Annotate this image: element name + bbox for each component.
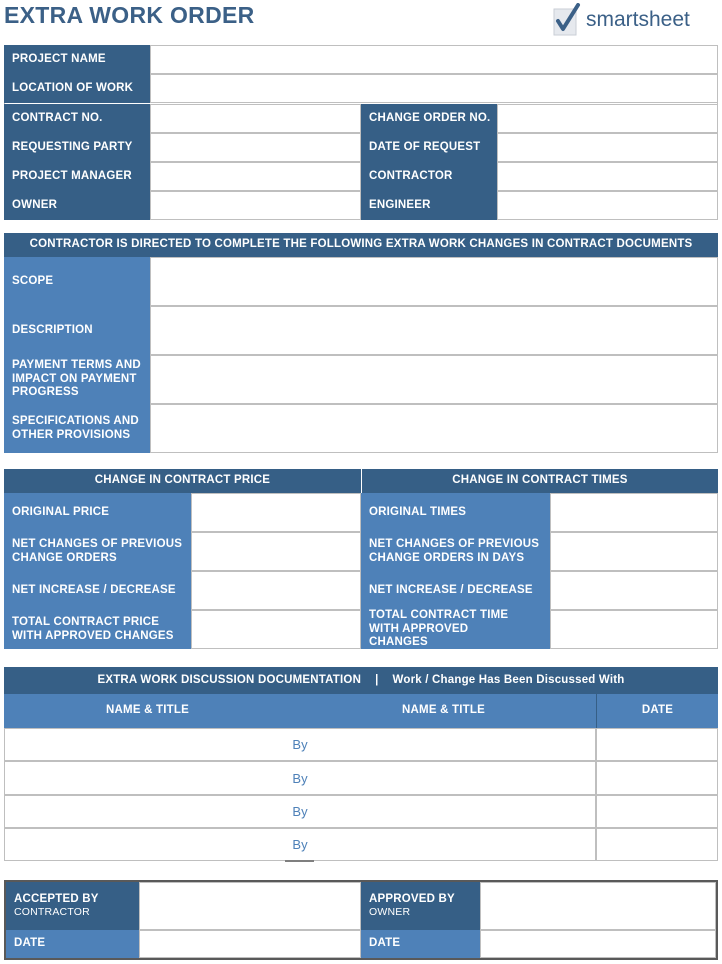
by-label: By — [292, 804, 308, 819]
specifications-field[interactable] — [150, 404, 718, 453]
net-increase-price-label: NET INCREASE / DECREASE — [4, 571, 191, 610]
engineer-label: ENGINEER — [361, 191, 497, 220]
net-increase-price-field[interactable] — [191, 571, 361, 610]
directive-heading: CONTRACTOR IS DIRECTED TO COMPLETE THE FOLLOWING EXTRA WORK CHANGES IN CONTRACT DOCUMENTS — [4, 233, 718, 257]
discussion-date-cell[interactable] — [596, 728, 718, 761]
discussion-heading — [4, 667, 718, 694]
owner-label: OWNER — [4, 191, 150, 220]
payment-terms-label: PAYMENT TERMS AND IMPACT ON PAYMENT PROGRESS — [4, 355, 150, 404]
accepted-date-field[interactable] — [139, 930, 361, 958]
project-manager-label: PROJECT MANAGER — [4, 162, 150, 191]
approved-by-signature-field[interactable] — [480, 882, 716, 930]
approved-by-sub: OWNER — [369, 906, 411, 918]
by-label: By — [292, 737, 308, 752]
by-label: By — [292, 770, 308, 786]
brand-name: smartsheet — [586, 8, 690, 31]
contract-times-heading: CHANGE IN CONTRACT TIMES — [361, 469, 718, 493]
original-times-label: ORIGINAL TIMES — [361, 493, 550, 532]
requesting-party-field[interactable] — [150, 133, 361, 162]
total-time-label: TOTAL CONTRACT TIME WITH APPROVED CHANGES — [361, 610, 550, 649]
date-of-request-label: DATE OF REQUEST — [361, 133, 497, 162]
project-name-label: PROJECT NAME — [4, 45, 150, 74]
approved-by-title: APPROVED BY — [369, 892, 455, 905]
net-changes-days-field[interactable] — [550, 532, 718, 571]
row-underline-divider — [285, 860, 314, 862]
location-of-work-label: LOCATION OF WORK — [4, 74, 150, 103]
date-of-request-field[interactable] — [497, 133, 718, 162]
discussion-date-cell[interactable] — [596, 795, 718, 828]
col-date: DATE — [596, 694, 718, 728]
contractor-field[interactable] — [497, 162, 718, 191]
accepted-by-title: ACCEPTED BY — [14, 892, 99, 905]
description-label: DESCRIPTION — [4, 306, 150, 355]
total-price-label: TOTAL CONTRACT PRICE WITH APPROVED CHANGES — [4, 610, 191, 649]
total-time-field[interactable] — [550, 610, 718, 649]
total-price-field[interactable] — [191, 610, 361, 649]
discussion-date-cell[interactable] — [596, 828, 718, 861]
owner-field[interactable] — [150, 191, 361, 220]
date-label-right: DATE — [361, 930, 480, 958]
scope-field[interactable] — [150, 257, 718, 306]
page-title: EXTRA WORK ORDER — [4, 2, 255, 28]
discussion-heading-separator: | — [375, 673, 379, 686]
accepted-by-sub: CONTRACTOR — [14, 906, 90, 918]
contract-no-label: CONTRACT NO. — [4, 104, 150, 133]
project-manager-field[interactable] — [150, 162, 361, 191]
col-name-title-right: NAME & TITLE — [291, 694, 596, 728]
engineer-field[interactable] — [497, 191, 718, 220]
checkmark-logo-icon — [552, 3, 584, 37]
scope-label: SCOPE — [4, 257, 150, 306]
accepted-by-signature-field[interactable] — [139, 882, 361, 930]
approved-date-field[interactable] — [480, 930, 716, 958]
payment-terms-field[interactable] — [150, 355, 718, 404]
net-changes-prev-field[interactable] — [191, 532, 361, 571]
description-field[interactable] — [150, 306, 718, 355]
change-order-no-field[interactable] — [497, 104, 718, 133]
original-times-field[interactable] — [550, 493, 718, 532]
smartsheet-logo — [552, 2, 718, 38]
original-price-label: ORIGINAL PRICE — [4, 493, 191, 532]
location-of-work-field[interactable] — [150, 74, 718, 103]
change-order-no-label: CHANGE ORDER NO. — [361, 104, 497, 133]
approved-by-label — [361, 882, 480, 930]
contract-no-field[interactable] — [150, 104, 361, 133]
specifications-label: SPECIFICATIONS AND OTHER PROVISIONS — [4, 404, 150, 453]
date-label-left: DATE — [6, 930, 139, 958]
requesting-party-label: REQUESTING PARTY — [4, 133, 150, 162]
by-label: By — [292, 837, 308, 852]
accepted-by-label — [6, 882, 139, 930]
net-changes-prev-label: NET CHANGES OF PREVIOUS CHANGE ORDERS — [4, 532, 191, 571]
net-increase-times-field[interactable] — [550, 571, 718, 610]
discussion-heading-right: Work / Change Has Been Discussed With — [392, 673, 625, 686]
contractor-label: CONTRACTOR — [361, 162, 497, 191]
discussion-date-cell[interactable] — [596, 761, 718, 795]
net-increase-times-label: NET INCREASE / DECREASE — [361, 571, 550, 610]
contract-price-heading: CHANGE IN CONTRACT PRICE — [4, 469, 361, 493]
project-name-field[interactable] — [150, 45, 718, 74]
original-price-field[interactable] — [191, 493, 361, 532]
discussion-heading-left: EXTRA WORK DISCUSSION DOCUMENTATION — [97, 673, 362, 686]
net-changes-days-label: NET CHANGES OF PREVIOUS CHANGE ORDERS IN DAYS — [361, 532, 550, 571]
col-name-title-left: NAME & TITLE — [4, 694, 291, 728]
